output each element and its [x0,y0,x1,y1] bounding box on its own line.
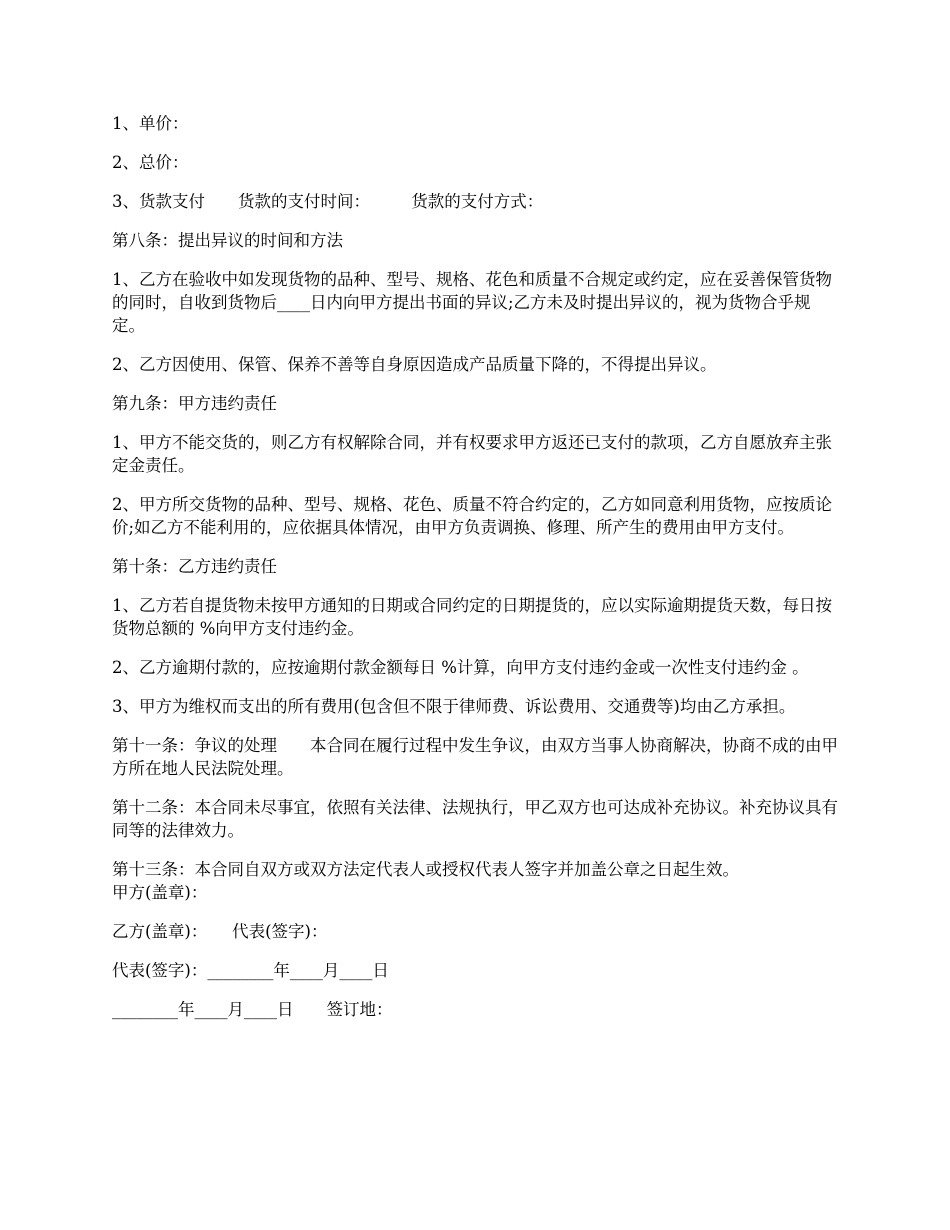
unit-price-line: 1、单价： [112,114,189,133]
article-10-clause-1: 1、乙方若自提货物未按甲方通知的日期或合同约定的日期提货的，应以实际逾期提货天数，每日按货物总额的 %向甲方支付违约金。 [112,596,832,638]
representative-date-line: 代表(签字)：________年____月____日 [112,961,389,980]
article-10-clause-2: 2、乙方逾期付款的，应按逾期付款金额每日 %计算，向甲方支付违约金或一次性支付违约金 。 [112,658,809,677]
article-13: 第十三条：本合同自双方或双方法定代表人或授权代表人签字并加盖公章之日起生效。 [112,860,739,879]
article-8-clause-2: 2、乙方因使用、保管、保养不善等自身原因造成产品质量下降的，不得提出异议。 [112,355,717,374]
payment-line: 3、货款支付 货款的支付时间： 货款的支付方式： [112,192,544,211]
article-9-clause-1: 1、甲方不能交货的，则乙方有权解除合同，并有权要求甲方返还已支付的款项，乙方自愿放弃主张定金责任。 [112,433,832,475]
date-place-line: ________年____月____日 签订地： [112,1000,393,1019]
article-8-clause-1: 1、乙方在验收中如发现货物的品种、型号、规格、花色和质量不合规定或约定，应在妥善保管货物的同时，自收到货物后____日内向甲方提出书面的异议;乙方未及时提出异议的，视为货物合乎规定。 [112,270,832,335]
article-10-heading: 第十条：乙方违约责任 [112,557,277,576]
total-price-line: 2、总价： [112,153,189,172]
article-8-heading: 第八条：提出异议的时间和方法 [112,231,343,250]
party-b-seal-line: 乙方(盖章)： 代表(签字)： [112,922,328,941]
article-9-clause-2: 2、甲方所交货物的品种、型号、规格、花色、质量不符合约定的，乙方如同意利用货物，应按质论价;如乙方不能利用的，应依据具体情况，由甲方负责调换、修理、所产生的费用由甲方支付。 [112,495,832,537]
article-9-heading: 第九条：甲方违约责任 [112,394,277,413]
contract-page [112,112,842,1037]
article-11: 第十一条：争议的处理 本合同在履行过程中发生争议，由双方当事人协商解决，协商不成的由甲方所在地人民法院处理。 [112,736,838,778]
article-12: 第十二条：本合同未尽事宜，依照有关法律、法规执行，甲乙双方也可达成补充协议。补充协议具有同等的法律效力。 [112,798,838,840]
party-a-seal-line: 甲方(盖章)： [112,883,208,902]
article-10-clause-3: 3、甲方为维权而支出的所有费用(包含但不限于律师费、诉讼费用、交通费等)均由乙方承担。 [112,697,796,716]
